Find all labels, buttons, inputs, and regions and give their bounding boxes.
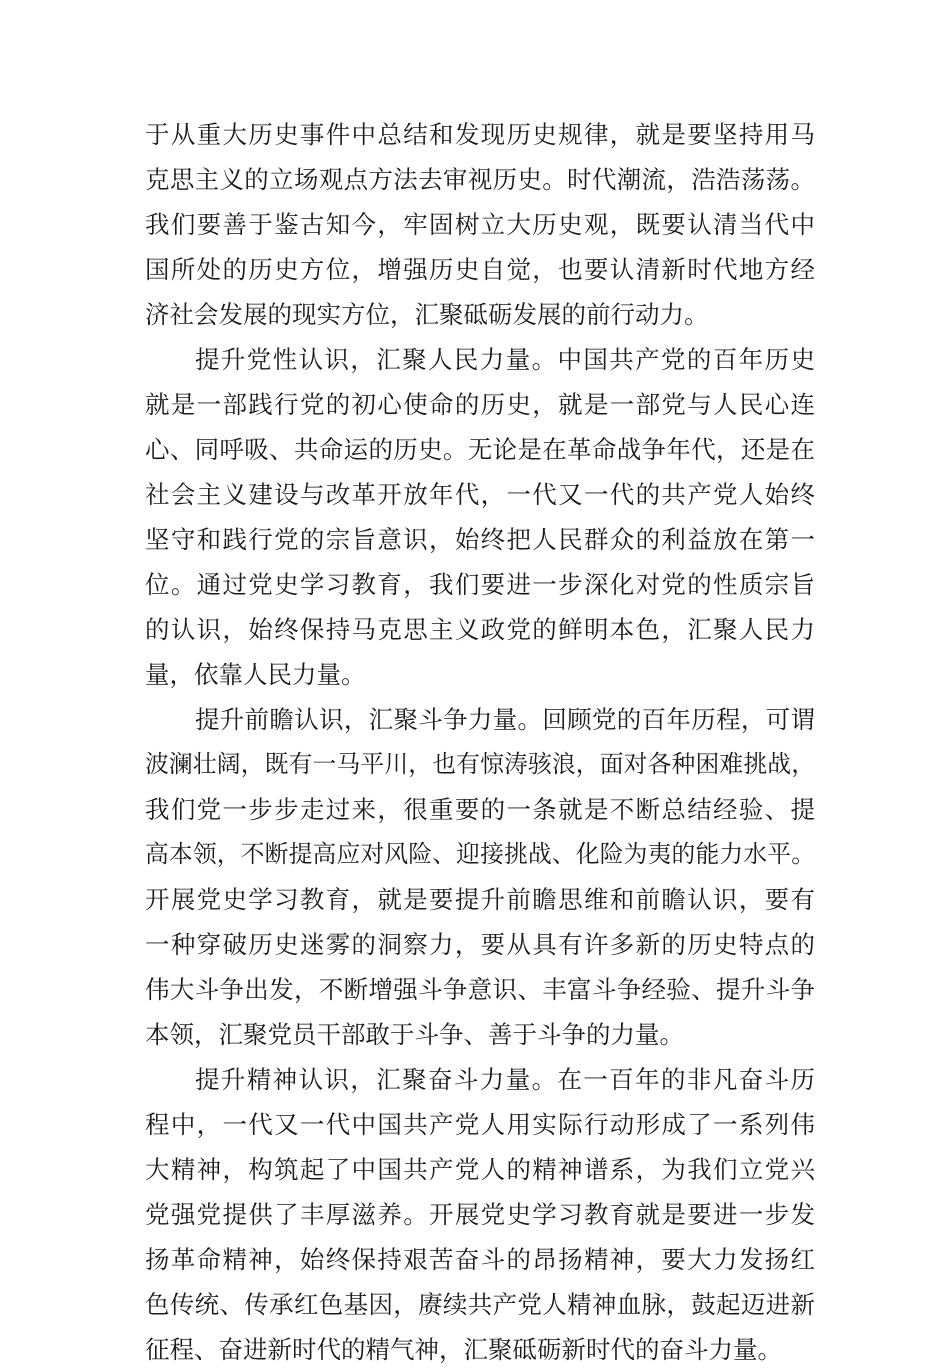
text-line: 国所处的历史方位，增强历史自觉，也要认清新时代地方经 [145, 255, 815, 284]
text-line: 我们党一步步走过来，很重要的一条就是不断总结经验、提 [145, 795, 815, 824]
text-line: 位。通过党史学习教育，我们要进一步深化对党的性质宗旨 [145, 570, 815, 599]
text-line: 色传统、传承红色基因，赓续共产党人精神血脉，鼓起迈进新 [145, 1290, 815, 1319]
text-line: 提升前瞻认识，汇聚斗争力量。回顾党的百年历程，可谓 [195, 705, 815, 734]
text-line: 大精神，构筑起了中国共产党人的精神谱系，为我们立党兴 [145, 1155, 815, 1184]
document-body [145, 112, 815, 1372]
paragraph [145, 697, 815, 1057]
text-line: 波澜壮阔，既有一马平川，也有惊涛骇浪，面对各种困难挑战， [145, 750, 815, 778]
text-line: 心、同呼吸、共命运的历史。无论是在革命战争年代，还是在 [145, 435, 815, 464]
paragraph [145, 112, 815, 337]
text-line: 济社会发展的现实方位，汇聚砥砺发展的前行动力。 [145, 300, 709, 329]
text-line: 就是一部践行党的初心使命的历史，就是一部党与人民心连 [145, 390, 815, 419]
text-line: 坚守和践行党的宗旨意识，始终把人民群众的利益放在第一 [145, 525, 815, 554]
paragraph [145, 1057, 815, 1372]
text-line: 量，依靠人民力量。 [145, 660, 366, 689]
text-line: 提升精神认识，汇聚奋斗力量。在一百年的非凡奋斗历 [195, 1065, 815, 1094]
text-line: 本领，汇聚党员干部敢于斗争、善于斗争的力量。 [145, 1020, 684, 1049]
paragraph [145, 337, 815, 697]
text-line: 克思主义的立场观点方法去审视历史。时代潮流，浩浩荡荡。 [145, 165, 815, 194]
text-line: 我们要善于鉴古知今，牢固树立大历史观，既要认清当代中 [145, 210, 815, 239]
text-line: 于从重大历史事件中总结和发现历史规律，就是要坚持用马 [145, 120, 815, 149]
text-line: 扬革命精神，始终保持艰苦奋斗的昂扬精神，要大力发扬红 [145, 1245, 815, 1274]
text-line: 提升党性认识，汇聚人民力量。中国共产党的百年历史 [195, 345, 815, 374]
text-line: 社会主义建设与改革开放年代，一代又一代的共产党人始终 [145, 480, 815, 509]
text-line: 党强党提供了丰厚滋养。开展党史学习教育就是要进一步发 [145, 1200, 815, 1229]
text-line: 一种穿破历史迷雾的洞察力，要从具有许多新的历史特点的 [145, 930, 815, 959]
text-line: 开展党史学习教育，就是要提升前瞻思维和前瞻认识，要有 [145, 885, 815, 914]
text-line: 征程、奋进新时代的精气神，汇聚砥砺新时代的奋斗力量。 [145, 1335, 782, 1364]
text-line: 伟大斗争出发，不断增强斗争意识、丰富斗争经验、提升斗争 [145, 975, 815, 1004]
text-line: 的认识，始终保持马克思主义政党的鲜明本色，汇聚人民力 [145, 615, 815, 644]
text-line: 程中，一代又一代中国共产党人用实际行动形成了一系列伟 [145, 1110, 815, 1139]
text-line: 高本领，不断提高应对风险、迎接挑战、化险为夷的能力水平。 [145, 840, 815, 868]
